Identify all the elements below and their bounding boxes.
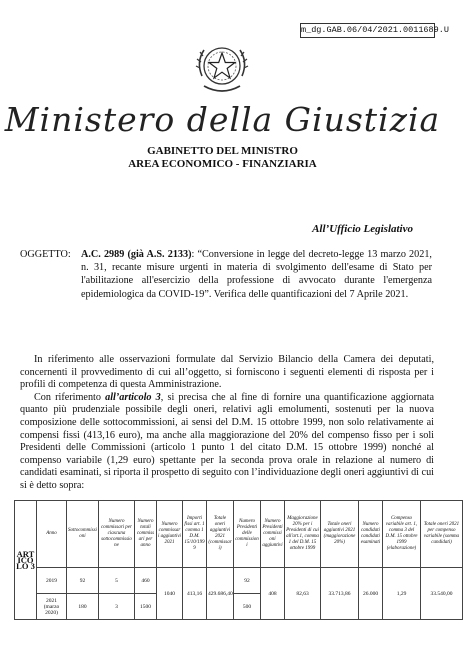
table-cell: 413,16	[183, 568, 207, 620]
subject-ref: A.C. 2989 (già A.S. 2133)	[81, 249, 192, 260]
table-cell: 33.540,00	[421, 568, 463, 620]
header-cell: Numero candidati candidati esaminati	[359, 501, 383, 568]
header-cell: Numero commissari per ciascuna sottocommissione	[99, 501, 135, 568]
table-header-row	[15, 501, 463, 568]
table-cell: 3	[99, 594, 135, 620]
subject-description: : “Conversione in legge del decreto-legge 13 marzo 2021, n. 31, recante misure urgenti in materia di svolgimento dell'esame di Stato per l'abilitazione all'esercizio della professione di avvocato durante l'emergenza epidemiologica da COVID-19”. Verifica delle quantificazioni del 7 Aprile 2021.	[81, 249, 432, 300]
table-cell: 429.686,40	[207, 568, 234, 620]
table-row	[15, 568, 463, 594]
table-cell: 2019	[37, 568, 67, 594]
office-line-1: GABINETTO DEL MINISTRO	[147, 145, 298, 157]
header-cell: Numero Presidenti commissioni aggiuntivi	[261, 501, 285, 568]
header-cell: Numero commissari aggiuntivi 2021	[157, 501, 183, 568]
header-cell: Numero totali commissari per anno	[135, 501, 157, 568]
ministry-name: Ministero della Giustizia	[4, 100, 441, 139]
table-cell: 460	[135, 568, 157, 594]
header-cell: Numero Presidenti delle commissioni	[234, 501, 261, 568]
addressee: All’Ufficio Legislativo	[312, 223, 413, 235]
table-cell: 82,63	[285, 568, 321, 620]
table-cell: 1500	[135, 594, 157, 620]
article-reference: all’articolo 3	[105, 391, 161, 403]
row-label: ARTICOLO 3	[15, 501, 37, 620]
table-cell: 1,29	[383, 568, 421, 620]
table-cell: 408	[261, 568, 285, 620]
table-cell: 180	[67, 594, 99, 620]
protocol-stamp: m_dg.GAB.06/04/2021.0011689.U	[300, 23, 435, 38]
republic-emblem-icon	[190, 38, 254, 100]
table-cell: 500	[234, 594, 261, 620]
table-cell: 2021 (marzo 2020)	[37, 594, 67, 620]
body-paragraph-1: In riferimento alle osservazioni formulate dal Servizio Bilancio della Camera dei deputati, concernenti il provvedimento di cui all’oggetto, si forniscono i seguenti elementi di risposta per i profili di competenza di questa Amministrazione.	[20, 354, 434, 391]
office-line-2: AREA ECONOMICO - FINANZIARIA	[128, 158, 317, 170]
subject-label: OGGETTO:	[20, 249, 71, 260]
table-cell: 92	[67, 568, 99, 594]
header-cell: Importi fissi art. 1 comma 1 D.M. 15/10/1999	[183, 501, 207, 568]
body-paragraph-2-intro: Con riferimento	[34, 391, 106, 403]
table-cell: 92	[234, 568, 261, 594]
subject-text	[81, 248, 432, 301]
body-text	[20, 354, 434, 493]
table-cell: 5	[99, 568, 135, 594]
table-cell: 33.713,86	[321, 568, 359, 620]
body-paragraph-2-text: , si precisa che al fine di fornire una quantificazione aggiornata quanto più prudenziale possibile degli oneri, relativi agli emolumenti, sostenuti per la nuova composizione delle sottocommissioni, ai sensi del D.M. 15 ottobre 1999, non solo relativamente ai compensi fissi (413,16 euro), ma anche alla maggiorazione del 20% del compenso fisso per i soli Presidenti delle Commissioni (articolo 1 punto 1 del citato D.M. 15 ottobre 1999) nonché al compenso variabile (1,29 euro) spettante per la seconda prova orale in relazione al numero di candidati esaminati, si riporta il prospetto di seguito con l’individuazione degli oneri aggiuntivi di cui si è detto sopra:	[20, 391, 434, 491]
header-cell: Totale oneri aggiuntivi 2021 (maggiorazione 20%)	[321, 501, 359, 568]
header-cell: Compenso variabile art. 1, comma 3 del D.M. 15 ottobre 1999 (elaborazione)	[383, 501, 421, 568]
body-paragraph-2	[20, 392, 434, 493]
cost-table	[14, 500, 463, 620]
office-heading	[0, 145, 445, 171]
header-cell: Totale oneri 2021 per compenso variabile (somma candidati)	[421, 501, 463, 568]
table-cell: 1040	[157, 568, 183, 620]
header-cell: Maggiorazione 20% per i Presidenti di cui all'art.1, comma 1 del D.M. 15 ottobre 1999	[285, 501, 321, 568]
header-cell: Totale oneri aggiuntivi 2021 (commissari)	[207, 501, 234, 568]
table-cell: 26.000	[359, 568, 383, 620]
header-cell: Sottocommissioni	[67, 501, 99, 568]
header-cell: Anno	[37, 501, 67, 568]
subject-block	[20, 248, 432, 301]
